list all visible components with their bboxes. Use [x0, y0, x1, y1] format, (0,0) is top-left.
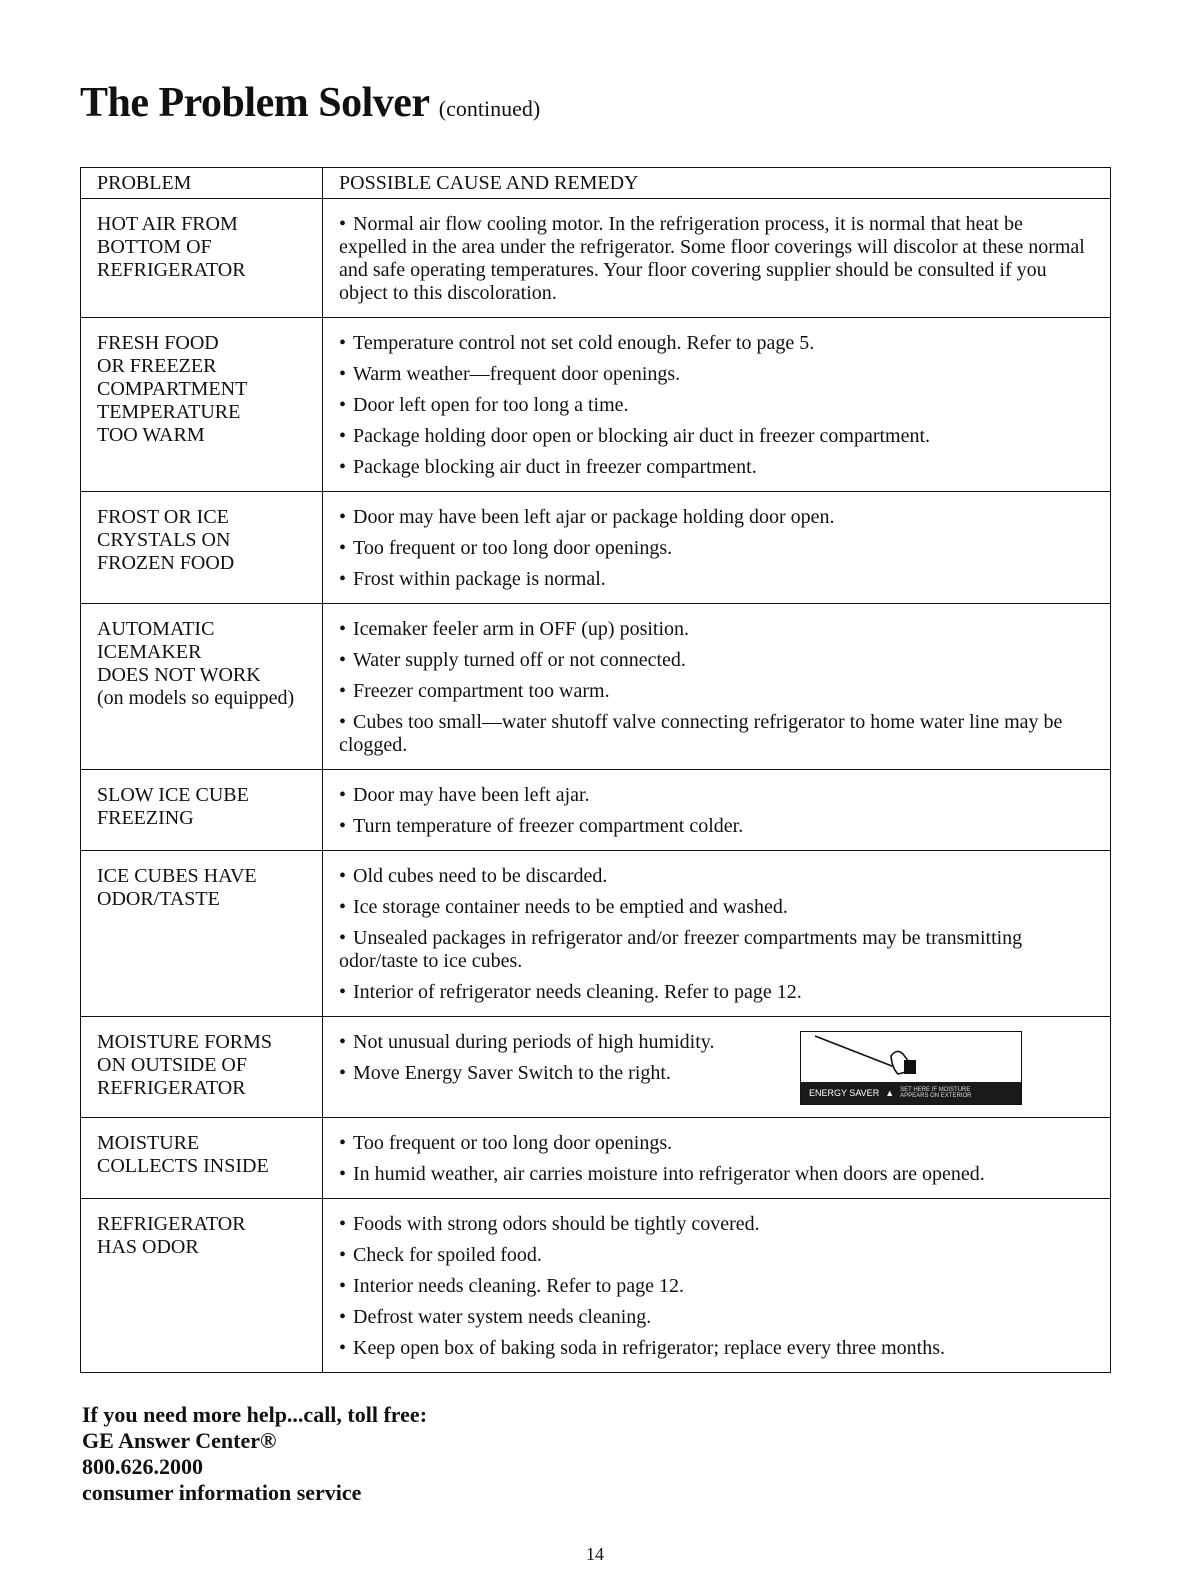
title-text: The Problem Solver — [80, 80, 429, 126]
table-row — [81, 318, 1111, 492]
remedy-list — [339, 1213, 1094, 1360]
remedy-item: • Door may have been left ajar or package holding door open. — [339, 506, 1094, 529]
remedy-list — [339, 1031, 714, 1085]
problem-line: TEMPERATURE — [97, 401, 241, 423]
problem-cell — [81, 318, 323, 492]
remedy-cell — [323, 318, 1111, 492]
remedy-item: • Keep open box of baking soda in refrigerator; replace every three months. — [339, 1337, 1094, 1360]
up-arrow-icon: ▲ — [885, 1087, 895, 1098]
remedy-list — [339, 1132, 1094, 1186]
energy-saver-label: ENERGY SAVER — [809, 1087, 880, 1098]
remedy-cell — [323, 770, 1111, 851]
problem-line: ON OUTSIDE OF — [97, 1054, 247, 1076]
problem-line: FREEZING — [97, 807, 194, 829]
table-row — [81, 770, 1111, 851]
remedy-item: • Frost within package is normal. — [339, 568, 1094, 591]
remedy-item: • Turn temperature of freezer compartment colder. — [339, 815, 1094, 838]
problem-solver-table — [80, 167, 1111, 1373]
problem-line: AUTOMATIC — [97, 618, 215, 640]
table-row — [81, 604, 1111, 770]
page-title — [80, 82, 540, 124]
remedy-item: • Package blocking air duct in freezer compartment. — [339, 456, 1094, 479]
problem-line: OR FREEZER — [97, 355, 217, 377]
remedy-item: • Not unusual during periods of high humidity. — [339, 1031, 714, 1054]
table-row — [81, 1199, 1111, 1373]
remedy-list — [339, 213, 1094, 305]
table-row — [81, 199, 1111, 318]
remedy-item: • Unsealed packages in refrigerator and/or freezer compartments may be transmitting odor/taste to ice cubes. — [339, 927, 1094, 973]
problem-line: REFRIGERATOR — [97, 1213, 246, 1235]
pointer-arrow-icon — [801, 1032, 1021, 1082]
problem-line: MOISTURE FORMS — [97, 1031, 273, 1053]
remedy-cell — [323, 851, 1111, 1017]
table-row — [81, 1118, 1111, 1199]
remedy-item: • Temperature control not set cold enough. Refer to page 5. — [339, 332, 1094, 355]
problem-line: ODOR/TASTE — [97, 888, 220, 910]
remedy-item: • In humid weather, air carries moisture into refrigerator when doors are opened. — [339, 1163, 1094, 1186]
remedy-cell — [323, 1017, 1111, 1118]
table-row — [81, 851, 1111, 1017]
problem-line: TOO WARM — [97, 424, 205, 446]
remedy-item: • Foods with strong odors should be tightly covered. — [339, 1213, 1094, 1236]
problem-line: BOTTOM OF — [97, 236, 212, 258]
remedy-item: • Move Energy Saver Switch to the right. — [339, 1062, 714, 1085]
table-row — [81, 492, 1111, 604]
table-header-row — [81, 168, 1111, 199]
remedy-item: • Defrost water system needs cleaning. — [339, 1306, 1094, 1329]
problem-cell — [81, 199, 323, 318]
problem-cell — [81, 770, 323, 851]
problem-line: ICEMAKER — [97, 641, 202, 663]
help-answer-center: GE Answer Center® — [82, 1428, 277, 1453]
remedy-item: • Icemaker feeler arm in OFF (up) position. — [339, 618, 1094, 641]
problem-cell — [81, 851, 323, 1017]
problem-cell — [81, 1118, 323, 1199]
remedy-item: • Warm weather—frequent door openings. — [339, 363, 1094, 386]
remedy-list — [339, 784, 1094, 838]
remedy-list — [339, 865, 1094, 1004]
remedy-item: • Old cubes need to be discarded. — [339, 865, 1094, 888]
problem-line: COMPARTMENT — [97, 378, 248, 400]
remedy-item: • Check for spoiled food. — [339, 1244, 1094, 1267]
problem-note: (on models so equipped) — [97, 687, 295, 709]
problem-line: FRESH FOOD — [97, 332, 219, 354]
problem-line: REFRIGERATOR — [97, 1077, 246, 1099]
problem-line: MOISTURE — [97, 1132, 200, 1154]
title-continued: (continued) — [438, 96, 541, 121]
help-footer — [82, 1402, 427, 1506]
energy-saver-label-strip — [801, 1082, 1021, 1104]
remedy-item: • Too frequent or too long door openings. — [339, 537, 1094, 560]
help-call-line: If you need more help...call, toll free: — [82, 1402, 428, 1427]
remedy-item: • Too frequent or too long door openings. — [339, 1132, 1094, 1155]
problem-cell — [81, 1199, 323, 1373]
remedy-cell — [323, 604, 1111, 770]
problem-line: SLOW ICE CUBE — [97, 784, 249, 806]
problem-line: REFRIGERATOR — [97, 259, 246, 281]
remedy-item: • Package holding door open or blocking air duct in freezer compartment. — [339, 425, 1094, 448]
header-problem: PROBLEM — [81, 168, 323, 199]
remedy-item: • Door left open for too long a time. — [339, 394, 1094, 417]
remedy-cell — [323, 199, 1111, 318]
remedy-list — [339, 506, 1094, 591]
remedy-cell — [323, 1118, 1111, 1199]
page-number: 14 — [586, 1544, 604, 1564]
problem-line: HOT AIR FROM — [97, 213, 238, 235]
remedy-item: • Normal air flow cooling motor. In the refrigeration process, it is normal that heat be expelled in the area under the refrigerator. Some floor coverings will discolor at these normal and safe operating temperatures. Your floor covering supplier should be consulted if you object to this discoloration. — [339, 213, 1094, 305]
remedy-list — [339, 332, 1094, 479]
remedy-item: • Cubes too small—water shutoff valve connecting refrigerator to home water line may be clogged. — [339, 711, 1094, 757]
problem-line: FROST OR ICE — [97, 506, 229, 528]
remedy-cell — [323, 492, 1111, 604]
remedy-item: • Ice storage container needs to be emptied and washed. — [339, 896, 1094, 919]
help-service-line: consumer information service — [82, 1480, 362, 1505]
remedy-item: • Water supply turned off or not connected. — [339, 649, 1094, 672]
energy-saver-note: SET HERE IF MOISTURE APPEARS ON EXTERIOR — [900, 1087, 972, 1099]
problem-cell — [81, 492, 323, 604]
remedy-cell — [323, 1199, 1111, 1373]
table-row — [81, 1017, 1111, 1118]
remedy-item: • Door may have been left ajar. — [339, 784, 1094, 807]
problem-line: HAS ODOR — [97, 1236, 199, 1258]
problem-line: FROZEN FOOD — [97, 552, 235, 574]
remedy-list — [339, 618, 1094, 757]
remedy-item: • Interior of refrigerator needs cleaning. Refer to page 12. — [339, 981, 1094, 1004]
header-remedy: POSSIBLE CAUSE AND REMEDY — [323, 168, 1111, 199]
problem-line: ICE CUBES HAVE — [97, 865, 257, 887]
problem-line: CRYSTALS ON — [97, 529, 231, 551]
energy-saver-switch-illustration — [800, 1031, 1022, 1105]
help-phone-number: 800.626.2000 — [82, 1454, 203, 1479]
problem-cell — [81, 604, 323, 770]
problem-line: COLLECTS INSIDE — [97, 1155, 269, 1177]
problem-line: DOES NOT WORK — [97, 664, 261, 686]
remedy-item: • Interior needs cleaning. Refer to page 12. — [339, 1275, 1094, 1298]
remedy-item: • Freezer compartment too warm. — [339, 680, 1094, 703]
problem-cell — [81, 1017, 323, 1118]
